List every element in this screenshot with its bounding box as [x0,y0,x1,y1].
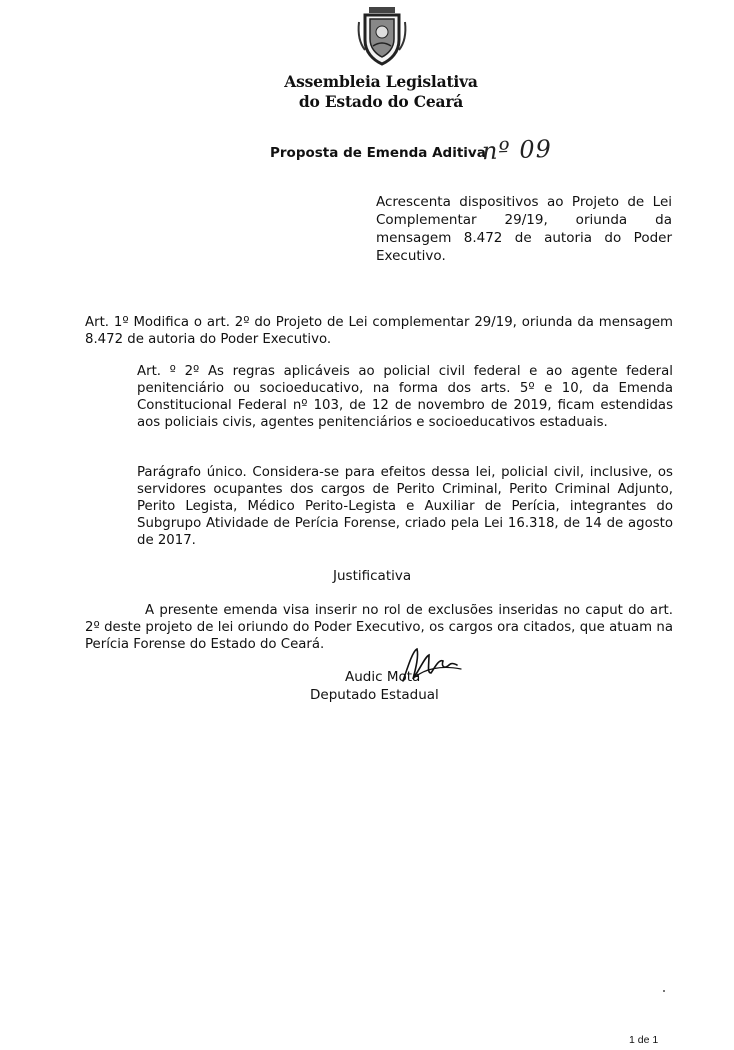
article-1: Art. 1º Modifica o art. 2º do Projeto de Lei complementar 29/19, oriunda da mensagem 8.472 de autoria do Poder Executivo. [85,315,673,347]
justificativa-heading: Justificativa [333,568,412,584]
document-title: Proposta de Emenda Aditiva [270,145,486,161]
article-2: Art. º 2º As regras aplicáveis ao policial civil federal e ao agente federal penitenciário ou socioeducativo, na forma dos arts. 5º e 10, da Emenda Constitucional Federal nº 103, de 12 de novembro de 2019, ficam estendidas aos policiais civis, agentes penitenciários e socioeducativos estaduais. [137,364,673,430]
signatory-name: Audic Mota [345,669,421,685]
state-coat-of-arms-icon [355,6,409,66]
org-name-line1: Assembleia Legislativa [284,72,478,91]
handwritten-amendment-number: nº 09 [481,134,553,166]
paragrafo-unico: Parágrafo único. Considera-se para efeitos dessa lei, policial civil, inclusive, os servidores ocupantes dos cargos de Perito Criminal, Perito Criminal Adjunto, Perito Legista, Médico Perito-Legista e Auxiliar de Perícia, integrantes do Subgrupo Atividade de Perícia Forense, criado pela Lei 16.318, de 14 de agosto de 2017. [137,465,673,548]
signatory-role: Deputado Estadual [310,687,439,703]
org-name-line2: do Estado do Ceará [298,92,464,111]
scan-speck [663,990,665,992]
justificativa-text: A presente emenda visa inserir no rol de exclusões inseridas no caput do art. 2º deste projeto de lei oriundo do Poder Executivo, os cargos ora citados, que atuam na Perícia Forense do Estado do Ceará. [85,603,673,652]
ementa-text: Acrescenta dispositivos ao Projeto de Lei Complementar 29/19, oriunda da mensagem 8.472 de autoria do Poder Executivo. [376,194,672,264]
page-number: 1 de 1 [629,1034,659,1046]
